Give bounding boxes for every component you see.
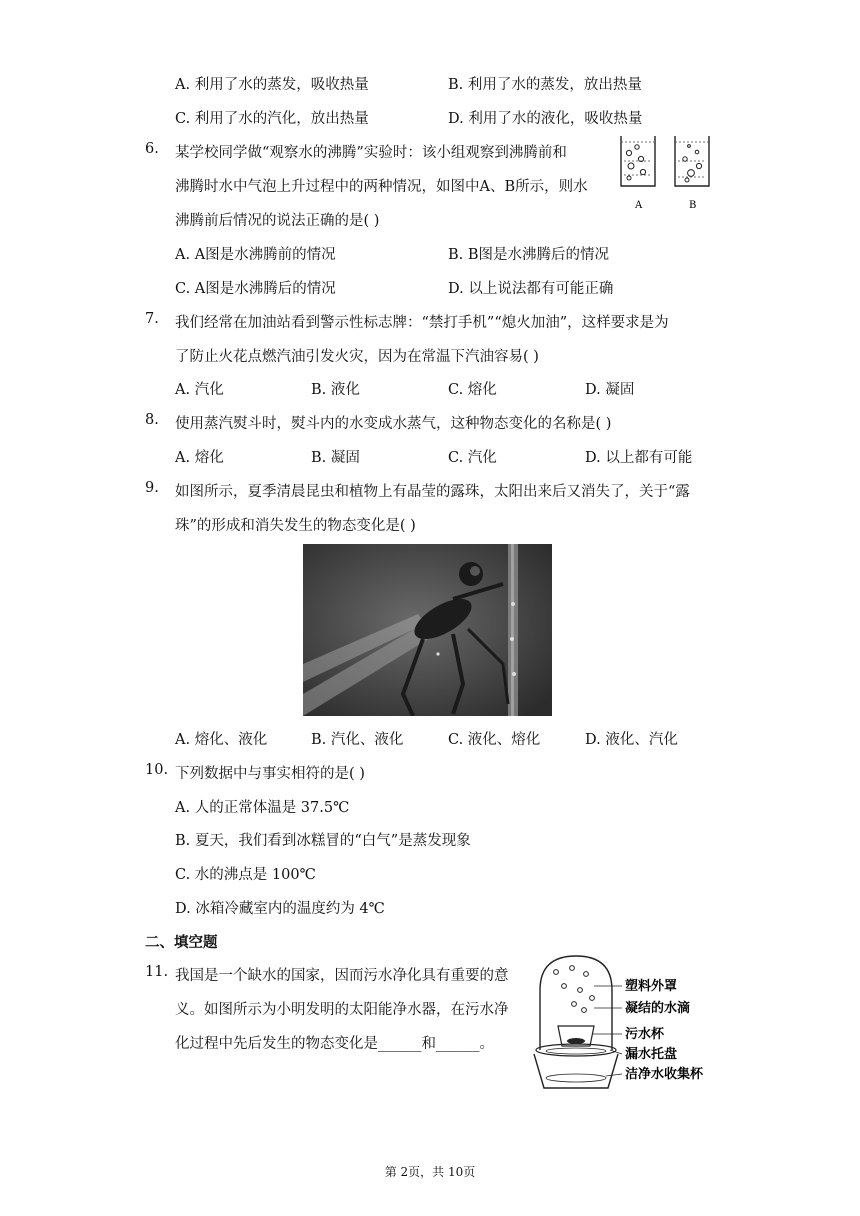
q9-stem-line2: 珠”的形成和消失发生的物态变化是( ): [175, 518, 416, 534]
q5-option-d: D. 利用了水的液化，吸收热量: [448, 111, 643, 127]
q6-stem-line3: 沸腾前后情况的说法正确的是( ): [175, 213, 380, 229]
q6-option-a: A. A图是水沸腾前的情况: [175, 247, 336, 263]
q8-option-a: A. 熔化: [175, 450, 224, 466]
boiling-beakers-figure: [615, 132, 715, 214]
q8-option-d: D. 以上都有可能: [585, 450, 693, 466]
page-footer: 第 2页，共 10页: [384, 1165, 476, 1179]
dew-insect-photo: [303, 544, 552, 716]
q7-option-d: D. 凝固: [585, 382, 635, 398]
q10-option-b: B. 夏天，我们看到冰糕冒的“白气”是蒸发现象: [175, 833, 471, 849]
q6-option-c: C. A图是水沸腾后的情况: [175, 281, 336, 297]
q8-option-c: C. 汽化: [448, 450, 497, 466]
q11-stem-line2: 义。如图所示为小明发明的太阳能净水器，在污水净: [175, 1002, 509, 1018]
q11-number: 11.: [145, 964, 169, 980]
q8-option-b: B. 凝固: [311, 450, 360, 466]
q10-option-d: D. 冰箱冷藏室内的温度约为 4℃: [175, 901, 385, 917]
purifier-label-drops: 凝结的水滴: [625, 1001, 691, 1016]
q9-option-c: C. 液化、熔化: [448, 732, 541, 748]
q9-option-d: D. 液化、汽化: [585, 732, 678, 748]
q10-stem-line1: 下列数据中与事实相符的是( ): [175, 766, 365, 782]
q7-option-b: B. 液化: [311, 382, 360, 398]
section-heading-fill-in: 二、填空题: [145, 935, 218, 951]
q7-stem-line2: 了防止火花点燃汽油引发火灾，因为在常温下汽油容易( ): [175, 349, 539, 365]
purifier-label-cup: 污水杯: [625, 1027, 665, 1042]
q7-option-a: A. 汽化: [175, 382, 224, 398]
q7-number: 7.: [145, 311, 159, 327]
q10-option-a: A. 人的正常体温是 37.5℃: [175, 800, 350, 816]
q5-option-c: C. 利用了水的汽化，放出热量: [175, 111, 369, 127]
beaker-a-label: A: [635, 200, 643, 211]
q11-stem-line1: 我国是一个缺水的国家，因而污水净化具有重要的意: [175, 968, 509, 984]
q9-option-b: B. 汽化、液化: [311, 732, 404, 748]
purifier-label-cover: 塑料外罩: [625, 979, 678, 994]
q6-number: 6.: [145, 141, 159, 157]
q5-option-b: B. 利用了水的蒸发，放出热量: [448, 77, 642, 93]
q7-option-c: C. 熔化: [448, 382, 497, 398]
purifier-label-tray: 漏水托盘: [625, 1047, 678, 1062]
q6-stem-line1: 某学校同学做“观察水的沸腾”实验时：该小组观察到沸腾前和: [175, 145, 567, 161]
q10-number: 10.: [145, 762, 169, 778]
solar-water-purifier-figure: [530, 950, 730, 1092]
q5-option-a: A. 利用了水的蒸发，吸收热量: [175, 77, 369, 93]
q6-stem-line2: 沸腾时水中气泡上升过程中的两种情况，如图中A、B所示，则水: [175, 179, 588, 195]
q11-stem-line3: 化过程中先后发生的物态变化是______和______。: [175, 1036, 494, 1052]
q6-option-d: D. 以上说法都有可能正确: [448, 281, 614, 297]
q8-stem-line1: 使用蒸汽熨斗时，熨斗内的水变成水蒸气，这种物态变化的名称是( ): [175, 416, 612, 432]
beaker-b-label: B: [689, 200, 697, 211]
q6-option-b: B. B图是水沸腾后的情况: [448, 247, 610, 263]
q9-option-a: A. 熔化、液化: [175, 732, 268, 748]
purifier-label-collector: 洁净水收集杯: [625, 1067, 704, 1082]
q10-option-c: C. 水的沸点是 100℃: [175, 867, 316, 883]
q7-stem-line1: 我们经常在加油站看到警示性标志牌：“禁打手机”“熄火加油”，这样要求是为: [175, 315, 669, 331]
beaker-b-diagram: [675, 136, 709, 186]
q8-number: 8.: [145, 412, 159, 428]
q9-stem-line1: 如图所示，夏季清晨昆虫和植物上有晶莹的露珠，太阳出来后又消失了，关于“露: [175, 484, 690, 500]
beaker-a-diagram: [621, 136, 655, 186]
q9-number: 9.: [145, 480, 159, 496]
